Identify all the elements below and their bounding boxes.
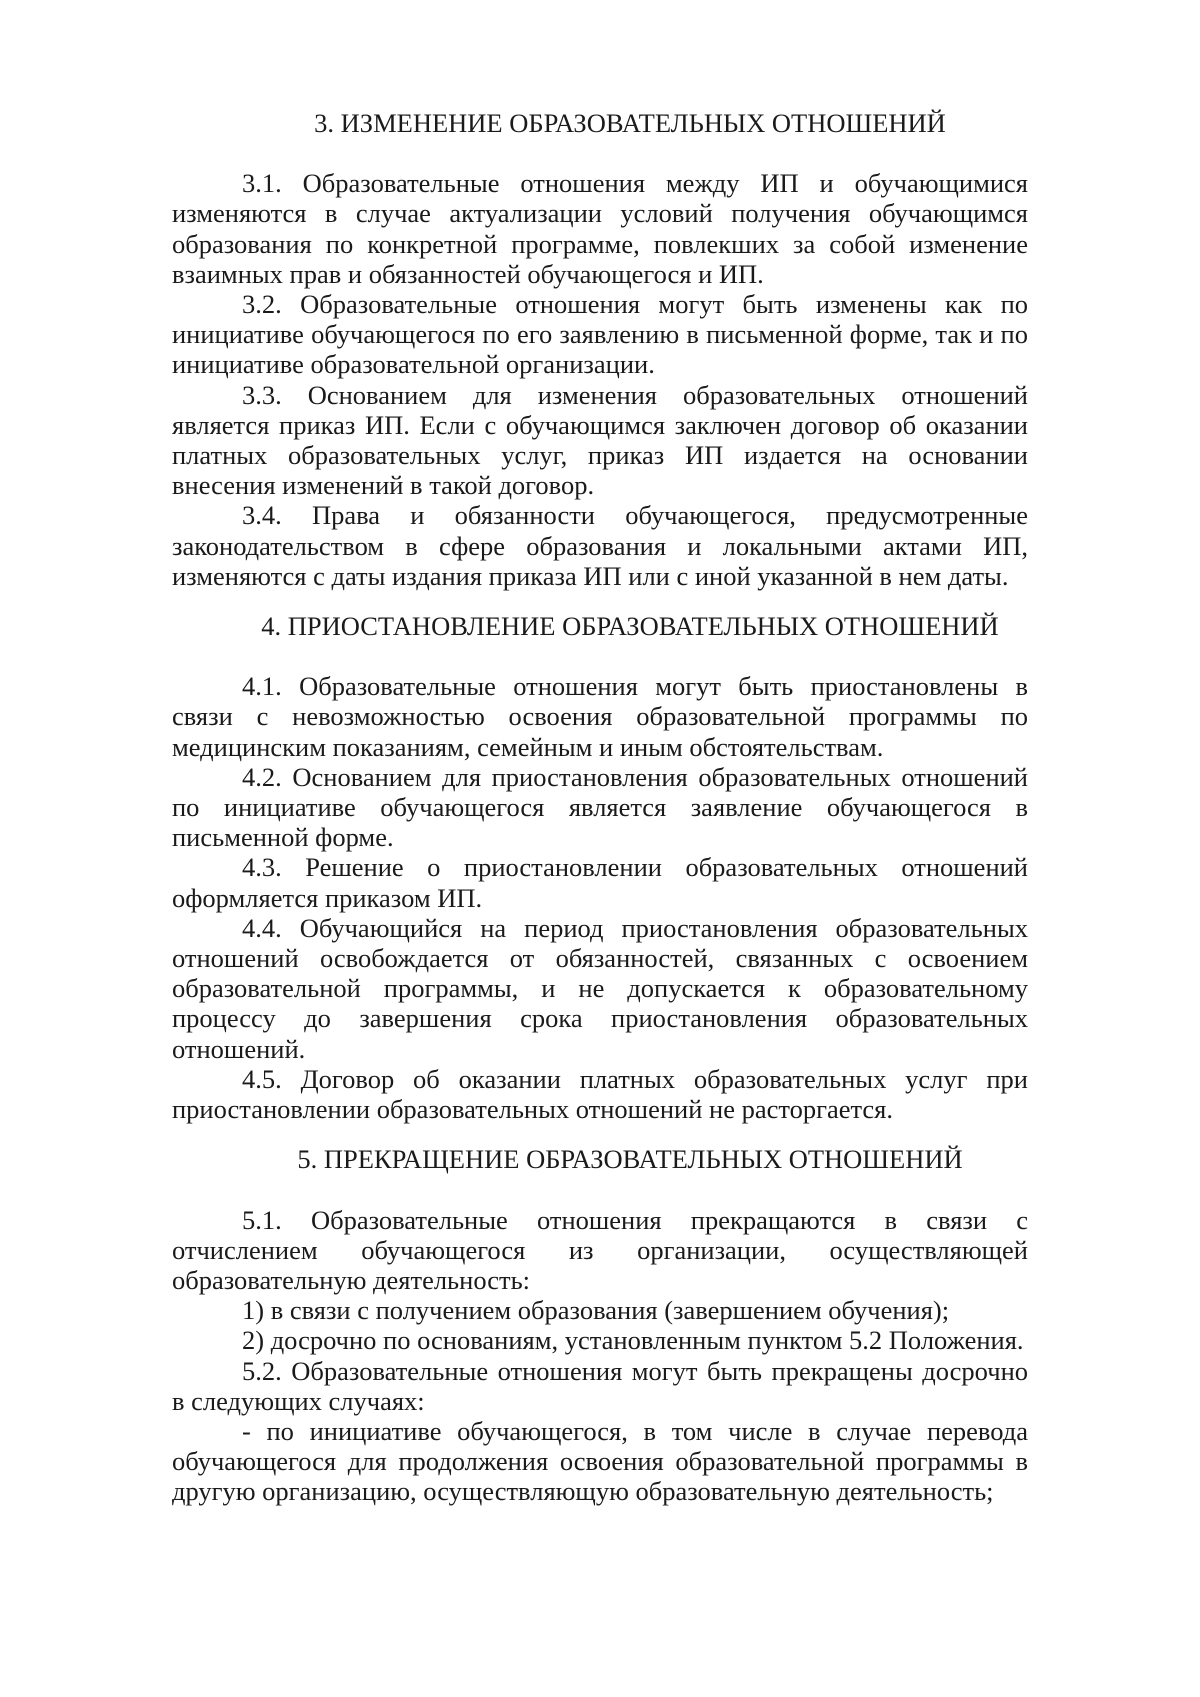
- list-item-5-1-2: 2) досрочно по основаниям, установленным пунктом 5.2 Положения.: [242, 1325, 1024, 1356]
- spacer: [172, 591, 1028, 611]
- spacer: [172, 138, 1028, 168]
- paragraph-4-3: 4.3. Решение о приостановлении образовательных отношений оформляется приказом ИП.: [172, 852, 1028, 913]
- document-page: [172, 108, 1028, 1507]
- list-item-5-2-1: - по инициативе обучающегося, в том числе в случае перевода обучающегося для продолжения освоения образовательной программы в другую организацию, осуществляющую образовательную деятельность;: [172, 1415, 1028, 1507]
- spacer: [172, 1124, 1028, 1144]
- paragraph-5-1: 5.1. Образовательные отношения прекращаются в связи с отчислением обучающегося из организации, осуществляющей образовательную деятельность:: [172, 1204, 1028, 1295]
- section-3: [172, 108, 1028, 591]
- paragraph-4-1: 4.1. Образовательные отношения могут быть приостановлены в связи с невозможностью освоения образовательной программы по медицинским показаниям, семейным и иным обстоятельствам.: [172, 671, 1028, 762]
- paragraph-3-1: 3.1. Образовательные отношения между ИП и обучающимися изменяются в случае актуализации условий получения обучающимся образования по конкретной программе, повлекших за собой изменение взаимных прав и обязанностей обучающегося и ИП.: [172, 168, 1028, 289]
- section-heading: 3. ИЗМЕНЕНИЕ ОБРАЗОВАТЕЛЬНЫХ ОТНОШЕНИЙ: [314, 108, 946, 138]
- section-4: [172, 611, 1028, 1124]
- spacer: [172, 641, 1028, 671]
- section-heading: 4. ПРИОСТАНОВЛЕНИЕ ОБРАЗОВАТЕЛЬНЫХ ОТНОШЕНИЙ: [261, 611, 999, 642]
- paragraph-5-2: 5.2. Образовательные отношения могут быть прекращены досрочно в следующих случаях:: [172, 1355, 1028, 1416]
- paragraph-3-4: 3.4. Права и обязанности обучающегося, предусмотренные законодательством в сфере образования и локальными актами ИП, изменяются с даты издания приказа ИП или с иной указанной в нем даты.: [172, 500, 1028, 591]
- paragraph-4-2: 4.2. Основанием для приостановления образовательных отношений по инициативе обучающегося является заявление обучающегося в письменной форме.: [172, 761, 1028, 853]
- paragraph-4-5: 4.5. Договор об оказании платных образовательных услуг при приостановлении образовательных отношений не расторгается.: [172, 1063, 1028, 1125]
- list-item-5-1-1: 1) в связи с получением образования (завершением обучения);: [242, 1295, 950, 1326]
- section-heading: 5. ПРЕКРАЩЕНИЕ ОБРАЗОВАТЕЛЬНЫХ ОТНОШЕНИЙ: [297, 1144, 963, 1175]
- spacer: [172, 1175, 1028, 1205]
- paragraph-3-3: 3.3. Основанием для изменения образовательных отношений является приказ ИП. Если с обучающимся заключен договор об оказании платных образовательных услуг, приказ ИП издается на основании внесения изменений в такой договор.: [172, 379, 1028, 501]
- paragraph-4-4: 4.4. Обучающийся на период приостановления образовательных отношений освобождается от обязанностей, связанных с освоением образовательной программы, и не допускается к образовательному процессу до завершения срока приостановления образовательных отношений.: [172, 912, 1028, 1064]
- section-5: [172, 1144, 1028, 1506]
- paragraph-3-2: 3.2. Образовательные отношения могут быть изменены как по инициативе обучающегося по его заявлению в письменной форме, так и по инициативе образовательной организации.: [172, 289, 1028, 380]
